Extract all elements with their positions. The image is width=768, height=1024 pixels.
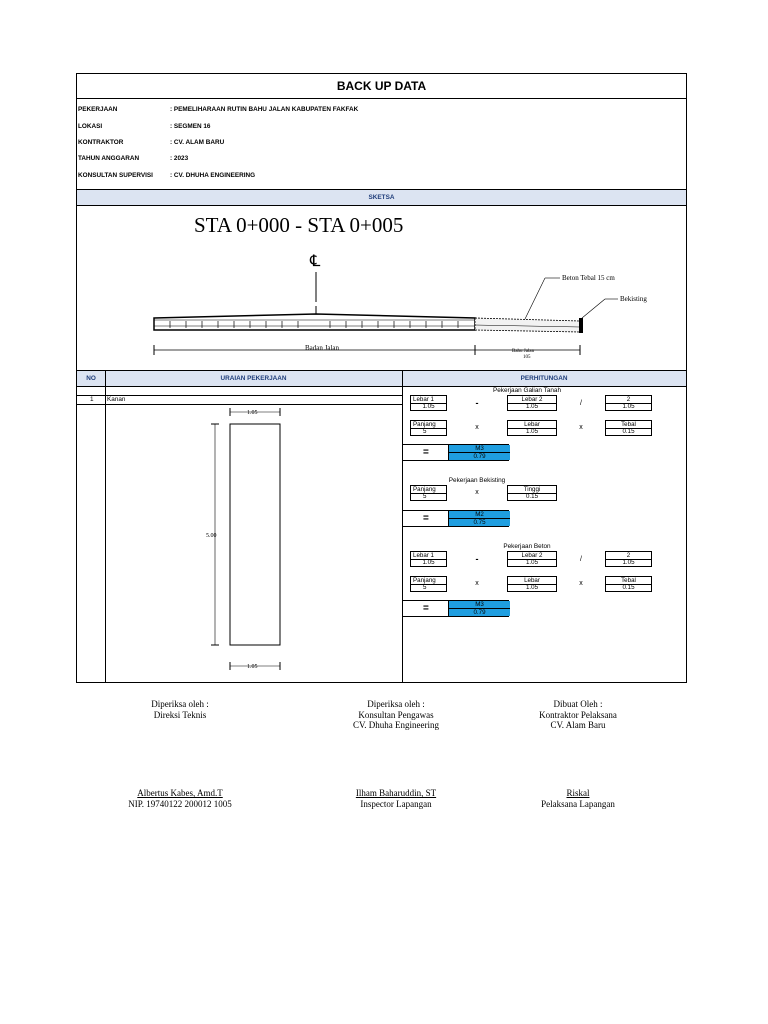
- galian-lebar1-cell: Lebar 1 1.05: [410, 395, 447, 411]
- beton-lebar1-cell: Lebar 1 1.05: [410, 551, 447, 567]
- sig2-role1: Diperiksa oleh :: [367, 699, 425, 709]
- plan-bottom-width: 1.05: [247, 664, 258, 670]
- signature-name-block-kontraktor: [498, 788, 658, 809]
- cross-section-sketch: [150, 248, 670, 363]
- sketch-header: SKETSA: [77, 189, 686, 206]
- formwork-mark: [579, 318, 583, 333]
- beton-op-div: /: [580, 556, 582, 563]
- sig2-sub: Inspector Lapangan: [360, 798, 432, 809]
- sig1-role2: Direksi Teknis: [153, 709, 207, 720]
- galian-tebal-cell: Tebal 0.15: [605, 420, 652, 436]
- galian-panjang-cell: Panjang 5: [410, 420, 447, 436]
- galian-div-cell: 2 1.05: [605, 395, 652, 411]
- beton-title: Pekerjaan Beton: [503, 543, 551, 550]
- signature-name-block-direksi: [100, 788, 260, 809]
- row-line-top: [77, 395, 402, 396]
- bekisting-eq: =: [423, 513, 429, 524]
- galian-value: 0.79: [473, 453, 486, 460]
- signature-block-konsultan: [316, 699, 476, 731]
- row-description: Kanan: [107, 396, 126, 403]
- sig3-sub: Pelaksana Lapangan: [541, 798, 615, 809]
- info-label-lokasi: LOKASI: [78, 123, 103, 130]
- sig2-name: Ilham Baharuddin, ST: [355, 788, 437, 798]
- sig3-role2: Kontraktor Pelaksana: [539, 709, 617, 720]
- sig1-role1: Diperiksa oleh :: [151, 699, 209, 709]
- signature-block-kontraktor: [498, 699, 658, 731]
- beton-div-cell: 2 1.05: [605, 551, 652, 567]
- centerline-symbol: ℄: [310, 253, 321, 270]
- road-body-dim-label: Badan Jalan: [305, 344, 340, 352]
- beton-lebar-cell: Lebar 1.05: [507, 576, 557, 592]
- bekisting-title: Pekerjaan Bekisting: [448, 477, 506, 484]
- galian-lebar2-cell: Lebar 2 1.05: [507, 395, 557, 411]
- info-value-konsultan: : CV. DHUHA ENGINEERING: [170, 172, 256, 179]
- plan-top-width: 1.05: [247, 410, 258, 416]
- sig2-role2: Konsultan Pengawas: [358, 709, 434, 720]
- document-title: BACK UP DATA: [77, 74, 686, 99]
- info-value-pekerjaan: : PEMELIHARAAN RUTIN BAHU JALAN KABUPATEN FAKFAK: [170, 106, 359, 113]
- galian-title: Pekerjaan Galian Tanah: [492, 387, 562, 394]
- beton-op-x1: x: [475, 580, 479, 587]
- beton-result: [402, 600, 509, 617]
- beton-panjang-cell: Panjang 5: [410, 576, 447, 592]
- row-number: 1: [90, 396, 94, 403]
- sig2-role3: CV. Dhuha Engineering: [352, 720, 440, 730]
- info-value-lokasi: : SEGMEN 16: [170, 123, 211, 130]
- info-value-tahun: : 2023: [170, 155, 189, 162]
- sig3-role3: CV. Alam Baru: [550, 720, 606, 730]
- galian-op-x1: x: [475, 424, 479, 431]
- col-no-header: NO: [86, 375, 96, 382]
- galian-lebar-cell: Lebar 1.05: [507, 420, 557, 436]
- bekisting-result: [402, 510, 509, 527]
- beton-tebal-cell: Tebal 0.15: [605, 576, 652, 592]
- bekisting-unit: M2: [449, 511, 510, 519]
- info-value-kontraktor: : CV. ALAM BARU: [170, 139, 225, 146]
- galian-result: [402, 444, 509, 461]
- signature-block-direksi: [100, 699, 260, 720]
- sig3-role1: Dibuat Oleh :: [553, 699, 603, 709]
- plan-length: 5.00: [206, 533, 217, 539]
- beton-lebar2-cell: Lebar 2 1.05: [507, 551, 557, 567]
- galian-op-div: /: [580, 400, 582, 407]
- col-calc-header: PERHITUNGAN: [520, 375, 568, 382]
- shoulder-dim-value: 105: [523, 355, 531, 360]
- info-label-pekerjaan: PEKERJAAN: [78, 106, 118, 113]
- info-label-tahun: TAHUN ANGGARAN: [78, 155, 140, 162]
- shoulder-dim-label: Bahu Jalan: [512, 349, 535, 354]
- beton-value: 0.79: [473, 609, 486, 616]
- plan-rectangle: [230, 424, 280, 645]
- galian-unit: M3: [449, 445, 510, 453]
- signature-name-block-konsultan: [316, 788, 476, 809]
- col-desc-header: URAIAN PEKERJAAN: [220, 375, 287, 382]
- formwork-label: Bekisting: [620, 295, 647, 303]
- sig1-sub: NIP. 19740122 200012 1005: [128, 798, 232, 809]
- col-divider-1: [105, 370, 106, 683]
- info-label-kontraktor: KONTRAKTOR: [78, 139, 124, 146]
- bekisting-tinggi-cell: Tinggi 0.15: [507, 485, 557, 501]
- station-title: STA 0+000 - STA 0+005: [194, 213, 404, 237]
- beton-op-x2: x: [579, 580, 583, 587]
- sig3-name: Riskal: [566, 788, 590, 798]
- plan-drawing: [200, 404, 300, 674]
- bekisting-value: 0.75: [473, 519, 486, 526]
- concrete-label: Beton Tebal 15 cm: [562, 274, 615, 282]
- bekisting-op-x: x: [475, 489, 479, 496]
- galian-op-minus: -: [475, 398, 479, 408]
- galian-op-x2: x: [579, 424, 583, 431]
- beton-eq: =: [423, 603, 429, 614]
- info-label-konsultan: KONSULTAN SUPERVISI: [78, 172, 153, 179]
- bekisting-panjang-cell: Panjang 5: [410, 485, 447, 501]
- sig1-name: Albertus Kabes, Amd.T: [137, 788, 223, 798]
- beton-op-minus: -: [475, 554, 479, 564]
- beton-unit: M3: [449, 601, 510, 609]
- galian-eq: =: [423, 447, 429, 458]
- shoulder-shape: [475, 318, 580, 332]
